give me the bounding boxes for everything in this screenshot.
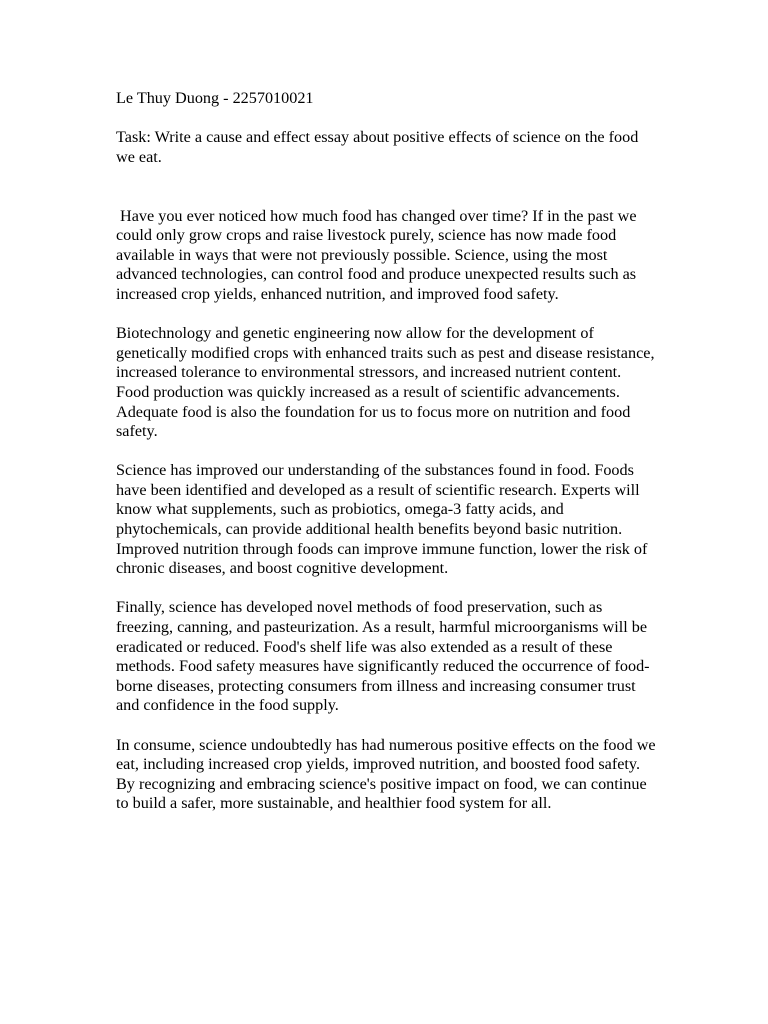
author-line: Le Thuy Duong - 2257010021 bbox=[116, 89, 314, 107]
paragraph-conclusion: In consume, science undoubtedly has had numerous positive effects on the food we eat, including increased crop yields, improved nutrition, and boosted food safety. By recognizing and embracing science's positive impact on food, we can continue to build a safer, more sustainable, and healthier food system for all. bbox=[116, 735, 656, 813]
document-body bbox=[116, 89, 656, 834]
task-prompt: Task: Write a cause and effect essay about positive effects of science on the food we eat. bbox=[116, 128, 639, 166]
paragraph-introduction: Have you ever noticed how much food has changed over time? If in the past we could only grow crops and raise livestock purely, science has now made food available in ways that were not previously possible. Science, using the most advanced technologies, can control food and produce unexpected results such as increased crop yields, enhanced nutrition, and improved food safety. bbox=[116, 206, 641, 303]
paragraph-nutrition: Science has improved our understanding of the substances found in food. Foods have been identified and developed as a result of scientific research. Experts will know what supplements, such as probiotics, omega-3 fatty acids, and phytochemicals, can provide additional health benefits beyond basic nutrition. Improved nutrition through foods can improve immune function, lower the risk of chronic diseases, and boost cognitive development. bbox=[116, 461, 648, 578]
paragraph-preservation: Finally, science has developed novel methods of food preservation, such as freezing, canning, and pasteurization. As a result, harmful microorganisms will be eradicated or reduced. Food's shelf life was also extended as a result of these methods. Food safety measures have significantly reduced the occurrence of food-borne diseases, protecting consumers from illness and increasing consumer trust and confidence in the food supply. bbox=[116, 598, 650, 715]
paragraph-biotechnology: Biotechnology and genetic engineering now allow for the development of genetically modified crops with enhanced traits such as pest and disease resistance, increased tolerance to environmental stressors, and increased nutrient content. Food production was quickly increased as a result of scientific advancements. Adequate food is also the foundation for us to focus more on nutrition and food safety. bbox=[116, 324, 655, 441]
